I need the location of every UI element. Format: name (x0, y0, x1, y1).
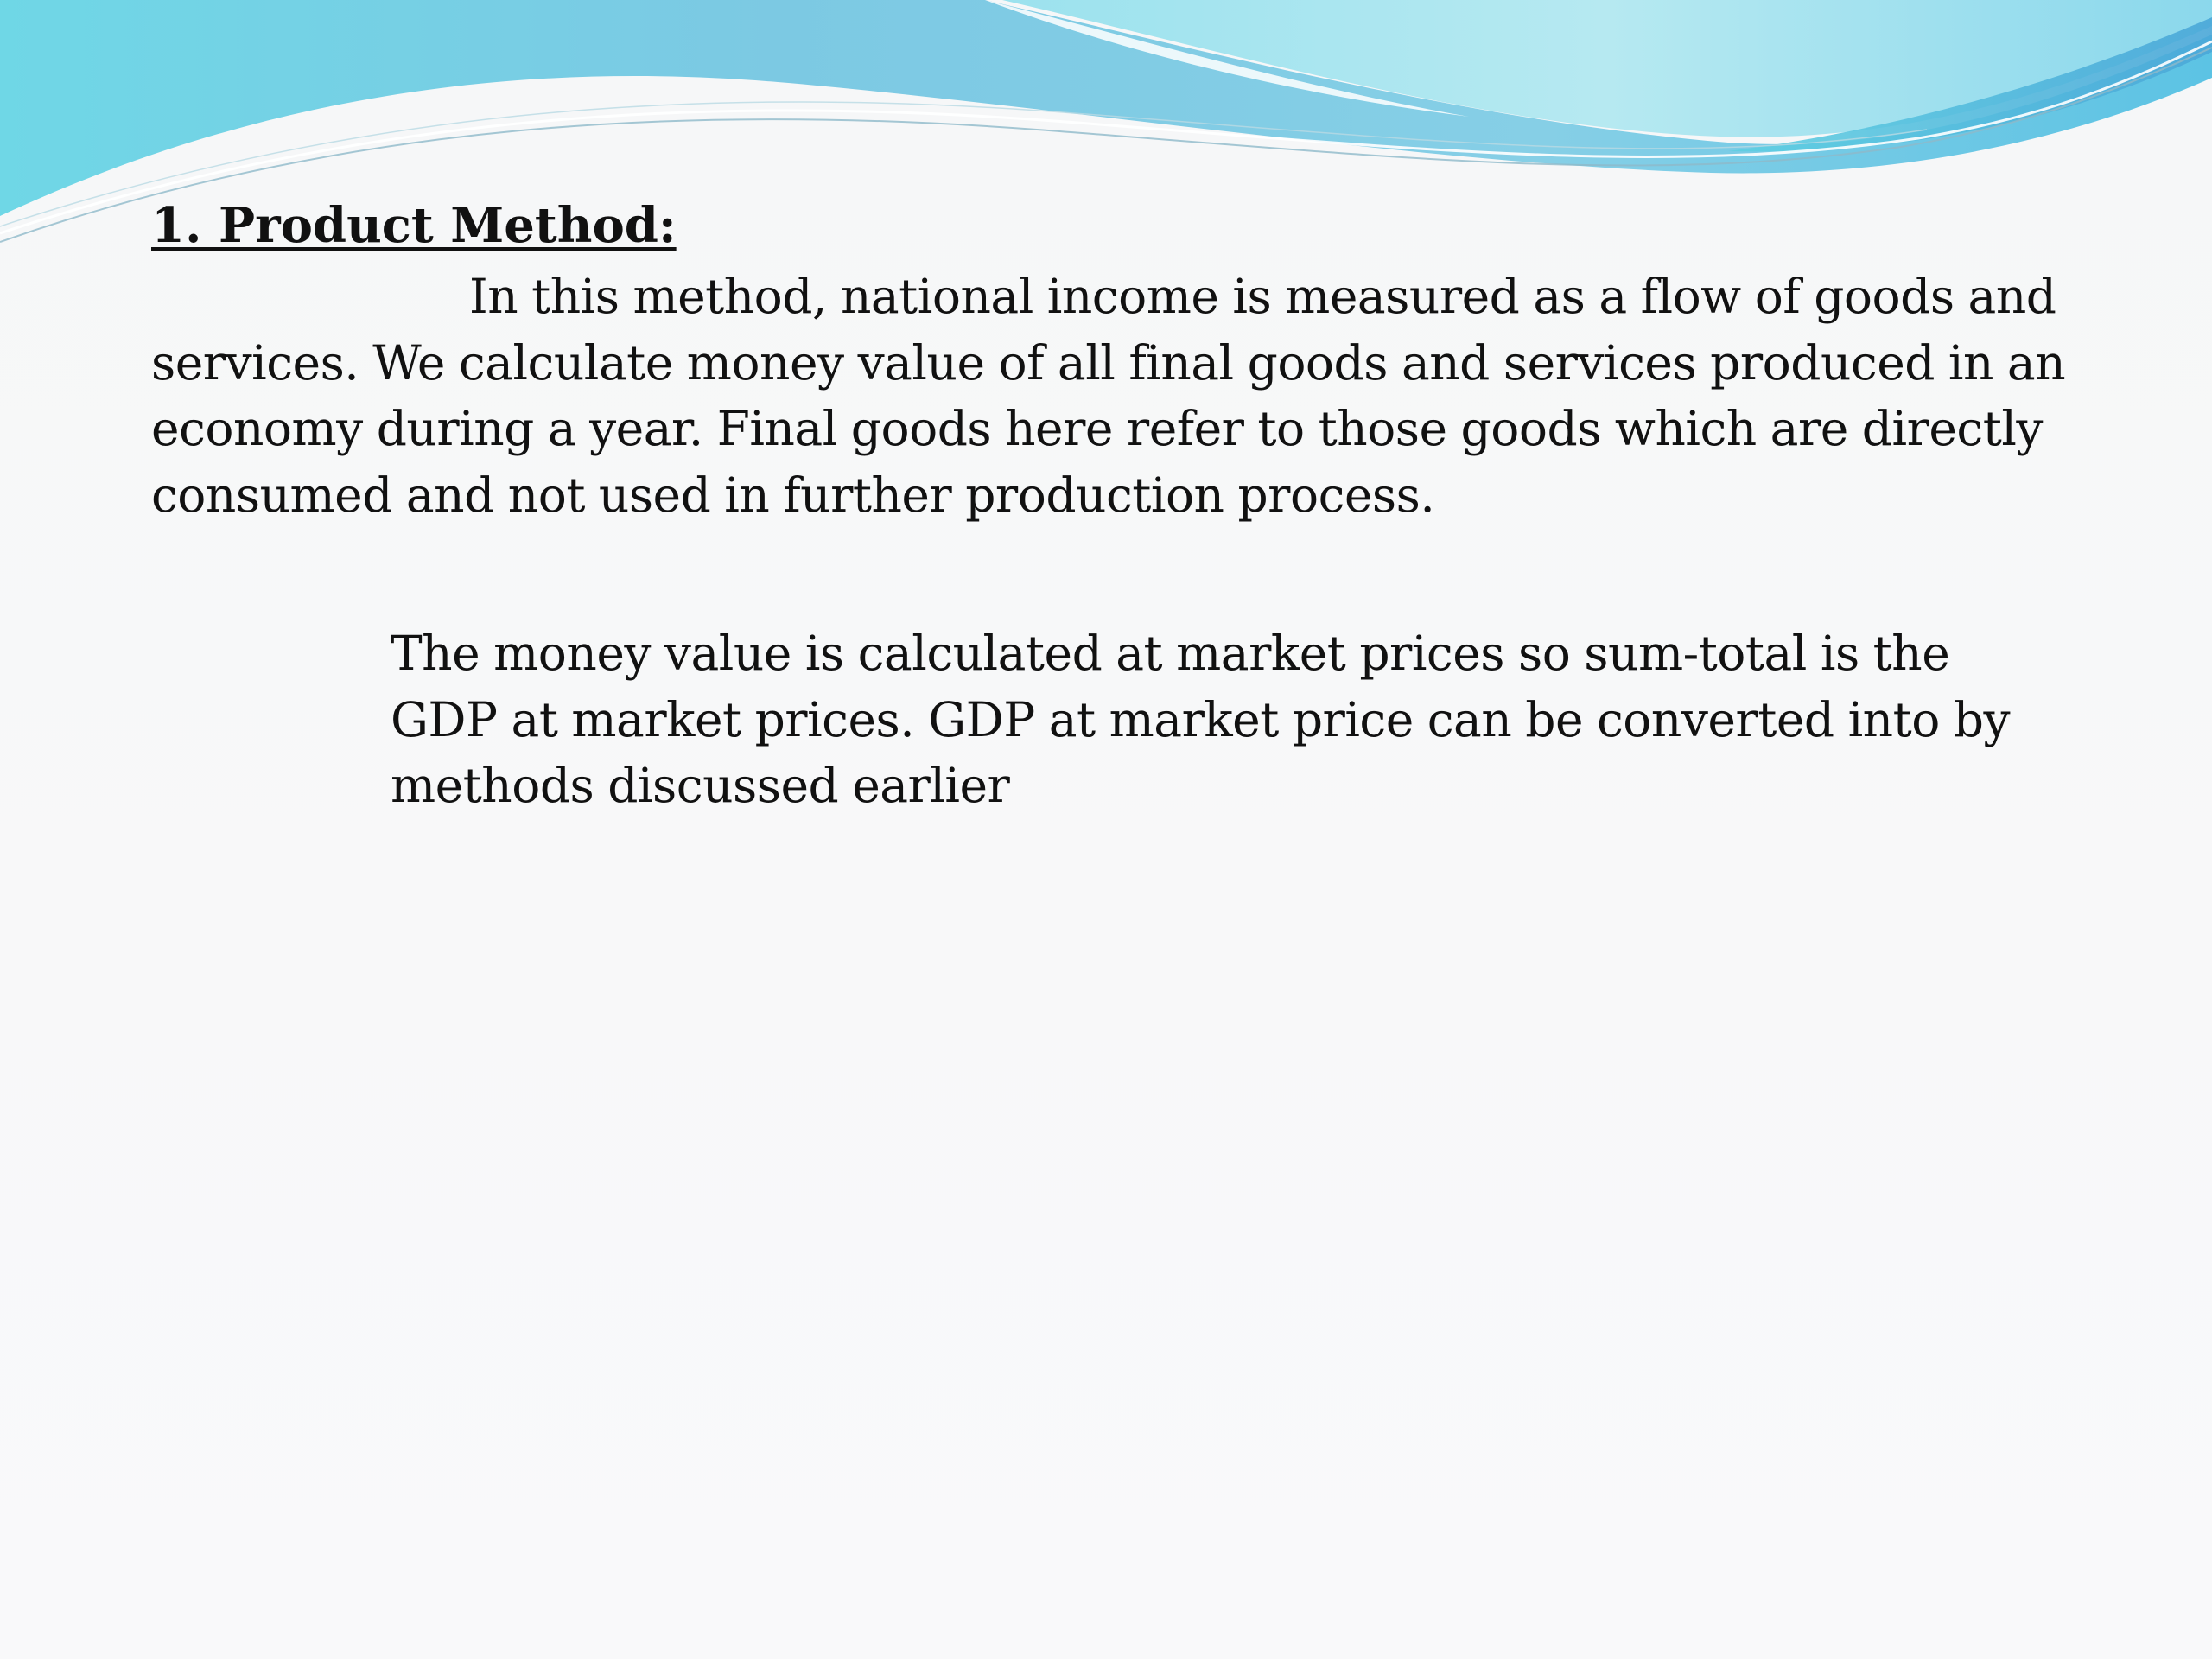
slide-heading: 1. Product Method: (151, 197, 677, 254)
body-paragraph-1: In this method, national income is measured as a flow of goods and services. We calculate money value of all final goods and services produced in an economy during a year. Final goods here refer to those goods which are directly consumed and not used in further production process. (151, 269, 2066, 523)
body-paragraph-2: The money value is calculated at market prices so sum-total is the GDP at market prices. GDP at market price can be converted into by methods discussed earlier (391, 626, 2011, 813)
